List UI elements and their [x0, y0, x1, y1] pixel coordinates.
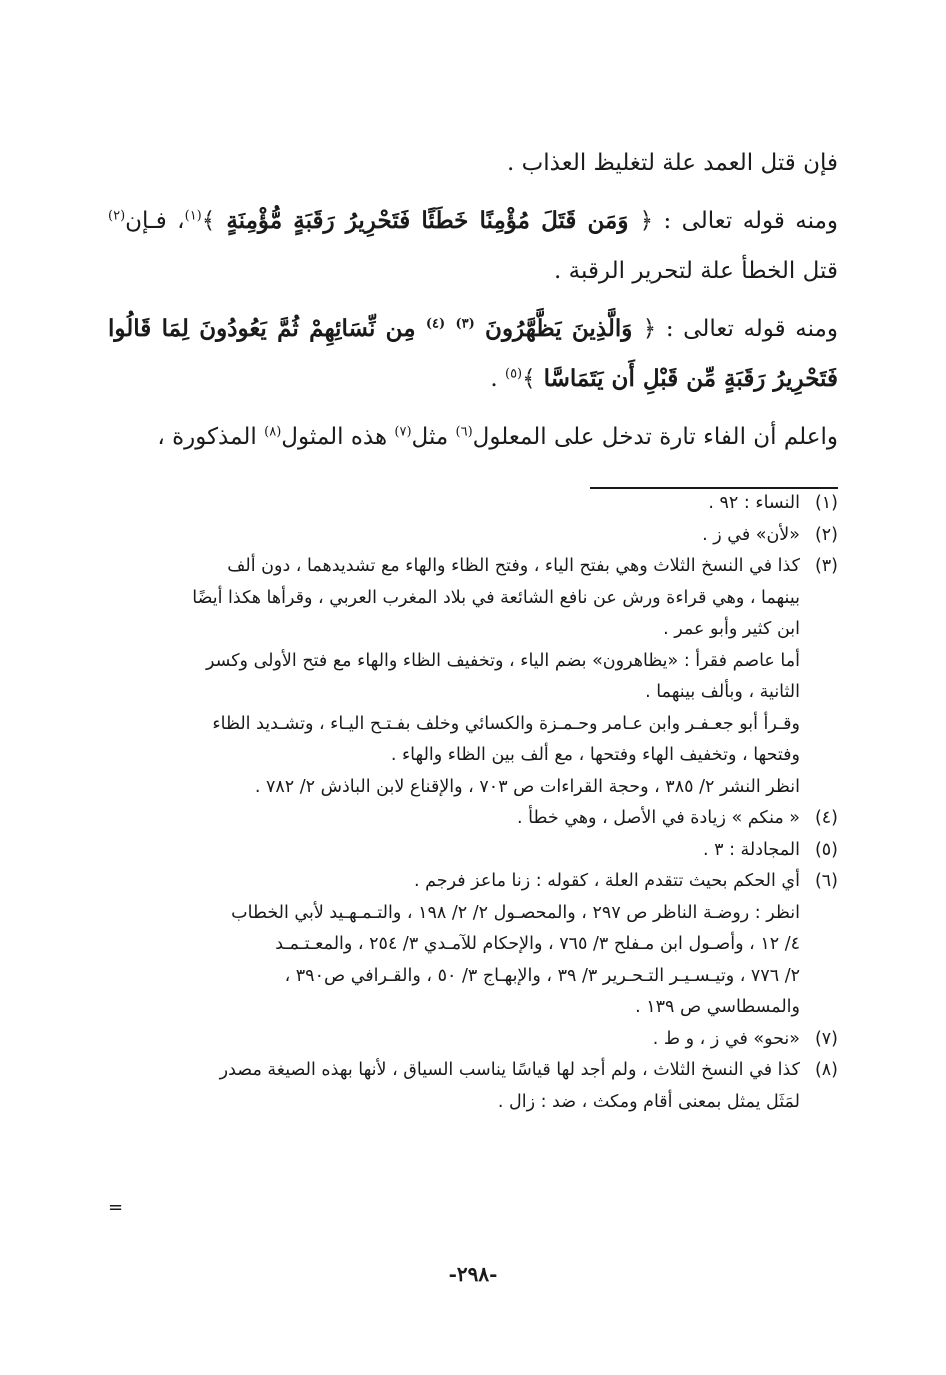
- footnote-item: [108, 520, 838, 552]
- footnote-line: والمسطاسي ص ١٣٩ .: [635, 997, 800, 1017]
- paragraph-2-mid: ، فـإن: [125, 208, 185, 234]
- quran-verse-2-part-b: مِن نِّسَائِهِمْ ثُمَّ يَعُودُونَ لِمَا قَالُوا فَتَحْرِيرُ رَقَبَةٍ مِّن قَبْلِ أَن يَتَمَاسَّا: [108, 315, 838, 392]
- footnote-ref-1[interactable]: (١): [184, 208, 202, 224]
- quran-verse-1-text: وَمَن قَتَلَ مُؤْمِنًا خَطَئًا فَتَحْرِيرُ رَقَبَةٍ مُّؤْمِنَةٍ: [226, 207, 629, 234]
- footnote-line: كذا في النسخ الثلاث ، ولم أجد لها قياسًا يناسب السياق ، لأنها بهذه الصيغة مصدر: [219, 1060, 800, 1080]
- paragraph-2-end: قتل الخطأ علة لتحرير الرقبة .: [554, 258, 838, 284]
- footnote-line: ابن كثير وأبو عمر .: [663, 619, 800, 639]
- footnote-line: انظر : روضـة الناظر ص ٢٩٧ ، والمحصـول ٢/ ٢/ ١٩٨ ، والتـمـهـيد لأبي الخطاب: [231, 902, 800, 923]
- footnote-number: (١): [814, 493, 838, 513]
- quran-bracket-open: ﴿: [642, 316, 657, 342]
- footnote-item: [108, 866, 838, 1024]
- quran-bracket-open: ﴿: [639, 208, 654, 234]
- footnote-line: « منكم » زيادة في الأصل ، وهي خطأ .: [517, 808, 800, 828]
- footnote-number: (٤): [814, 808, 838, 828]
- footnote-line: لمَثَل يمثل بمعنى أقام ومكث ، ضد : زال .: [497, 1091, 800, 1112]
- paragraph-1: [108, 138, 838, 188]
- continuation-mark: =: [108, 1197, 124, 1218]
- footnote-number: (٣): [814, 556, 838, 576]
- footnote-number: (٧): [814, 1028, 838, 1049]
- footnotes-section: [108, 488, 838, 1118]
- footnote-ref-8[interactable]: (٨): [264, 424, 282, 440]
- footnote-ref-7[interactable]: (٧): [394, 424, 412, 440]
- footnote-line: وقـرأ أبو جعـفـر وابن عـامر وحـمـزة والكسائي وخلف بفـتـح اليـاء ، وتشـديد الظاء: [212, 713, 800, 734]
- paragraph-4-part-c: هذه المثول: [281, 424, 388, 450]
- footnote-line: ٤/ ١٢ ، وأصـول ابن مـفلح ٣/ ٧٦٥ ، والإحكام للآمـدي ٣/ ٢٥٤ ، والمعـتـمـد: [275, 934, 800, 954]
- footnote-line: النساء : ٩٢ .: [708, 493, 800, 513]
- footnote-line: وفتحها ، وتخفيف الهاء وفتحها ، مع ألف بين الظاء والهاء .: [390, 745, 800, 765]
- paragraph-2: [108, 196, 838, 296]
- paragraph-3: [108, 304, 838, 404]
- page-number: -٢٩٨-: [448, 1262, 498, 1286]
- footnote-line: أما عاصم فقرأ : «يظاهرون» بضم الياء ، وتخفيف الظاء والهاء مع فتح الأولى وكسر: [205, 650, 800, 671]
- paragraph-1-text: فإن قتل العمد علة لتغليظ العذاب .: [507, 150, 838, 176]
- footnote-number: (٢): [814, 524, 838, 545]
- paragraph-3-intro: ومنه قوله تعالى :: [665, 316, 838, 342]
- footnote-line: «لأن» في ز .: [702, 524, 800, 545]
- paragraph-4-part-a: واعلم أن الفاء تارة تدخل على المعلول: [472, 424, 838, 450]
- footnote-ref-5[interactable]: (٥): [504, 366, 523, 382]
- footnote-item: [108, 551, 838, 803]
- footnote-number: (٥): [814, 839, 838, 860]
- footnote-ref-2[interactable]: (٢): [108, 208, 126, 224]
- quran-verse-2-part-a: وَالَّذِينَ يَظَّهَّرُونَ: [485, 315, 633, 342]
- footnote-line: بينهما ، وهي قراءة ورش عن نافع الشائعة في بلاد المغرب العربي ، وقرأها هكذا أيضًا: [192, 587, 800, 608]
- footnote-number: (٨): [814, 1060, 838, 1080]
- footnote-line: كذا في النسخ الثلاث وهي بفتح الياء ، وفتح الظاء والهاء مع تشديدهما ، دون ألف: [227, 556, 800, 576]
- footnote-ref-3[interactable]: (٣): [455, 316, 475, 332]
- footnote-item: [108, 835, 838, 867]
- paragraph-3-end: .: [490, 366, 498, 392]
- footnote-line: ٢/ ٧٧٦ ، وتيـسـيـر التـحـرير ٣/ ٣٩ ، والإبهـاج ٣/ ٥٠ ، والقـرافي ص٣٩٠ ،: [284, 965, 800, 986]
- footnote-ref-6[interactable]: (٦): [455, 424, 473, 440]
- footnote-line: «نحو» في ز ، و ط .: [652, 1028, 800, 1049]
- footnote-ref-4[interactable]: (٤): [425, 316, 446, 332]
- paragraph-4-part-b: مثل: [411, 424, 449, 450]
- paragraph-4: [108, 412, 838, 462]
- quran-bracket-close: ﴾: [201, 208, 216, 234]
- footnote-item: [108, 488, 838, 520]
- paragraph-4-part-d: المذكورة ،: [157, 424, 257, 450]
- footnote-line: المجادلة : ٣ .: [702, 839, 800, 860]
- paragraph-2-intro: ومنه قوله تعالى :: [663, 208, 839, 234]
- footnote-line: الثانية ، وبألف بينهما .: [645, 682, 800, 702]
- footnote-number: (٦): [814, 871, 838, 891]
- main-text: [108, 138, 838, 470]
- footnote-line: انظر النشر ٢/ ٣٨٥ ، وحجة القراءات ص ٧٠٣ ، والإقناع لابن الباذش ٢/ ٧٨٢ .: [254, 776, 800, 797]
- footnote-item: [108, 1055, 838, 1118]
- footnote-line: أي الحكم بحيث تتقدم العلة ، كقوله : زنا ماعز فرجم .: [413, 871, 800, 891]
- footnote-item: [108, 803, 838, 835]
- quran-bracket-close: ﴾: [522, 366, 536, 392]
- footnote-item: [108, 1024, 838, 1056]
- quran-verse-1: [202, 207, 653, 234]
